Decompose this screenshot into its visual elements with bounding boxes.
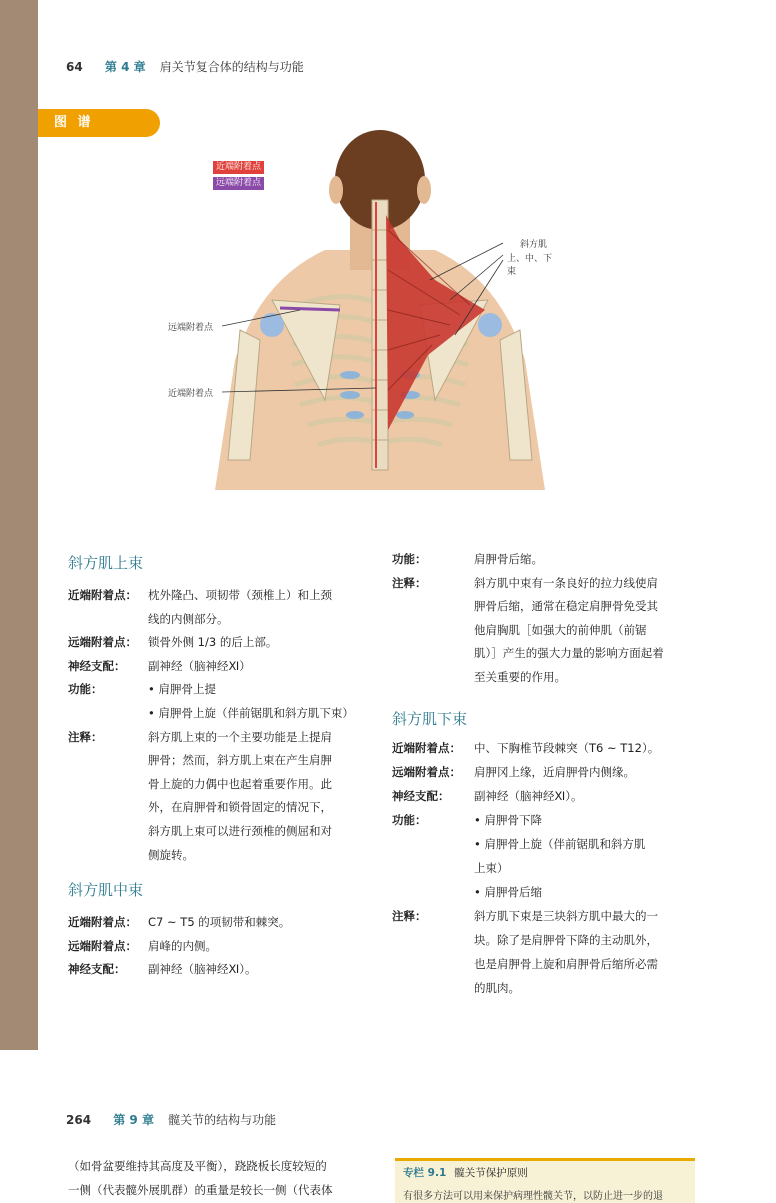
upper-row-value: 外，在肩胛骨和锁骨固定的情况下， (148, 800, 332, 815)
lower-row (392, 977, 712, 999)
upper-row (68, 655, 388, 677)
lower-row-value: 中、下胸椎节段棘突（T6 ~ T12）。 (474, 741, 660, 755)
upper-row-key: 神经支配： (68, 658, 126, 673)
middle-right-row-value: 肩胛骨后缩。 (474, 552, 543, 566)
legend-proximal: 近端附着点 (213, 161, 264, 174)
upper-row-value: 锁骨外侧 1/3 的后上部。 (148, 635, 278, 650)
lower-row-key: 神经支配： (392, 789, 450, 803)
label-muscle-parts: 上、中、下束 (507, 254, 553, 277)
middle-right-row-value: 斜方肌中束有一条良好的拉力线使肩 (474, 575, 658, 590)
upper-row (68, 844, 388, 866)
middle-right-row (392, 619, 712, 641)
box-number: 专栏 9.1 (403, 1167, 447, 1179)
middle-right-row-value: 他肩胸肌［如强大的前伸肌（前锯 (474, 622, 647, 637)
middle-row-key: 远端附着点： (68, 938, 137, 953)
middle-row-key: 神经支配： (68, 962, 126, 977)
middle-right-row-value: 至关重要的作用。 (474, 670, 566, 684)
section-title-middle: 斜方肌中束 (68, 881, 144, 899)
upper-row (68, 773, 388, 795)
middle-right-row (392, 666, 712, 688)
lower-row-value: 也是肩胛骨上旋和肩胛骨后缩所必需 (474, 957, 658, 971)
lower-row-value: 斜方肌下束是三块斜方肌中最大的一 (474, 909, 658, 923)
lower-row (392, 833, 712, 855)
middle-right-row (392, 595, 712, 617)
upper-row (68, 726, 388, 748)
upper-row (68, 796, 388, 818)
next-page-line-2: 一侧（代表髋外展肌群）的重量是较长一侧（代表体 (68, 1183, 333, 1197)
middle-row-value: 副神经（脑神经Ⅺ）。 (148, 962, 257, 977)
next-page-number: 264 (66, 1113, 92, 1127)
middle-right-row-key: 注释： (392, 575, 427, 590)
sidebar-box (395, 1158, 695, 1203)
middle-row-key: 近端附着点： (68, 915, 137, 929)
page-number: 64 (66, 60, 83, 74)
lower-row (392, 761, 712, 783)
lower-row (392, 785, 712, 807)
trapezius-figure (168, 130, 560, 510)
lower-row-value: • 肩胛骨后缩 (474, 885, 542, 899)
lower-row (392, 905, 712, 927)
lower-row-key: 功能： (392, 813, 427, 827)
lower-row (392, 881, 712, 903)
section-title-upper: 斜方肌上束 (68, 554, 144, 572)
upper-row-value: 骨上旋的力偶中也起着重要作用。此 (148, 776, 332, 791)
atlas-tag: 图 谱 (38, 109, 160, 137)
chapter-label: 第 4 章 (104, 60, 146, 74)
label-proximal-attachment: 近端附着点 (168, 389, 214, 399)
lower-row-value: 的肌肉。 (474, 981, 520, 995)
section-title-lower: 斜方肌下束 (392, 710, 468, 728)
upper-row (68, 678, 388, 700)
middle-right-row (392, 548, 712, 570)
next-chapter-title: 髋关节的结构与功能 (168, 1113, 277, 1127)
middle-right-row-value: 胛骨后缩，通常在稳定肩胛骨免受其 (474, 599, 658, 614)
middle-right-row-value: 肌）］产生的强大力量的影响方面起着 (474, 646, 664, 661)
next-page-line-1: （如骨盆要维持其高度及平衡），跷跷板长度较短的 (68, 1159, 327, 1173)
lower-row-value: 上束） (474, 861, 509, 875)
lower-row-key: 近端附着点： (392, 741, 461, 755)
upper-row-value: 线的内侧部分。 (148, 611, 229, 626)
lower-row-value: • 肩胛骨上旋（伴前锯肌和斜方肌 (474, 837, 646, 851)
lower-row (392, 953, 712, 975)
upper-row-key: 远端附着点： (68, 635, 137, 650)
lower-row-value: 肩胛冈上缘，近肩胛骨内侧缘。 (474, 765, 635, 779)
legend-distal: 远端附着点 (213, 177, 264, 190)
upper-row-value: 副神经（脑神经Ⅺ） (148, 658, 251, 673)
chapter-title: 肩关节复合体的结构与功能 (159, 60, 304, 74)
middle-right-row (392, 642, 712, 664)
middle-row-value: C7 ~ T5 的项韧带和棘突。 (148, 915, 291, 929)
upper-row (68, 608, 388, 630)
upper-row (68, 749, 388, 771)
upper-row (68, 702, 388, 724)
middle-row (68, 958, 388, 980)
upper-row-value: 胛骨；然而，斜方肌上束在产生肩胛 (148, 753, 332, 768)
upper-row-value: • 肩胛骨上提 (148, 682, 216, 697)
middle-row-value: 肩峰的内侧。 (148, 938, 217, 953)
lower-row-value: • 肩胛骨下降 (474, 813, 542, 827)
lower-row (392, 737, 712, 759)
lower-row-key: 注释： (392, 909, 427, 923)
lower-row (392, 809, 712, 831)
label-muscle-name: 斜方肌 (520, 240, 548, 250)
book-spine-edge (0, 0, 38, 1050)
upper-row-value: 侧旋转。 (148, 847, 194, 862)
lower-row-key: 远端附着点： (392, 765, 461, 779)
next-chapter-label: 第 9 章 (113, 1113, 154, 1127)
upper-row-value: • 肩胛骨上旋（伴前锯肌和斜方肌下束） (148, 706, 354, 720)
upper-row (68, 584, 388, 606)
middle-right-row-key: 功能： (392, 552, 427, 566)
upper-row-value: 斜方肌上束的一个主要功能是上提肩 (148, 729, 332, 744)
box-line: 有很多方法可以用来保护病理性髋关节，以防止进一步的退 (403, 1191, 663, 1202)
middle-right-row (392, 572, 712, 594)
lower-row (392, 929, 712, 951)
middle-row (68, 911, 388, 933)
upper-row-value: 斜方肌上束可以进行颈椎的侧屈和对 (148, 824, 332, 838)
upper-row-key: 近端附着点： (68, 588, 137, 602)
page-header (66, 58, 304, 75)
box-title: 髋关节保护原则 (454, 1167, 528, 1179)
lower-row-value: 副神经（脑神经Ⅺ）。 (474, 789, 583, 803)
upper-row-key: 注释： (68, 729, 103, 744)
upper-row (68, 820, 388, 842)
lower-row (392, 857, 712, 879)
label-distal-attachment: 远端附着点 (168, 323, 214, 333)
upper-row-key: 功能： (68, 682, 103, 697)
upper-row (68, 631, 388, 653)
lower-row-value: 块。除了是肩胛骨下降的主动肌外， (474, 933, 658, 947)
next-page-header (66, 1111, 276, 1128)
middle-row (68, 935, 388, 957)
upper-row-value: 枕外隆凸、项韧带（颈椎上）和上颈 (148, 588, 332, 602)
